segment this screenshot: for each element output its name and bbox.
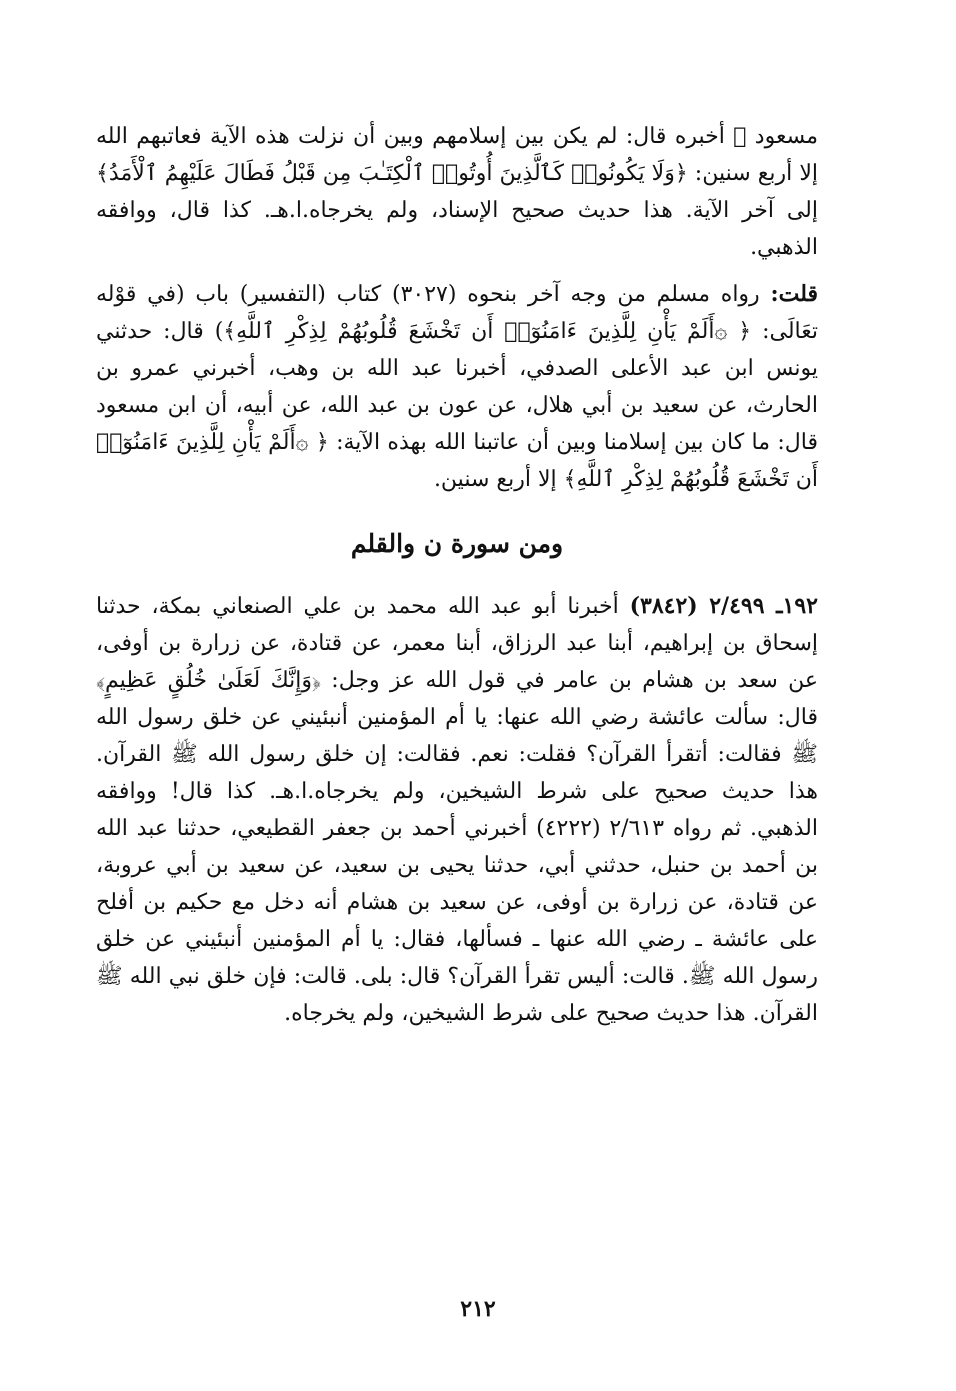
commentary-lead: قلت:: [770, 281, 818, 307]
section-heading: ومن سورة ن والقلم: [350, 529, 564, 558]
hadith-reference: ٢/٤٩٩ (٣٨٤٢): [629, 593, 777, 619]
paragraph-text: مسعود ﷺ أخبره قال: لم يكن بين إسلامهم وبين أن نزلت هذه الآية فعاتبهم الله إلا أربع سنين: ﴿وَلَا يَكُونُوا۟ كَٱلَّذِينَ أُوتُوا۟ ٱلْكِتَـٰبَ مِن قَبْلُ فَطَالَ عَلَيْهِمُ ٱلْأَمَدُ﴾ إلى آخر الآية. هذا حديث صحيح الإسناد، ولم يخرجاه.ا.هـ. كذا قال، ووافقه الذهبي.: [96, 124, 818, 260]
commentary-text: رواه مسلم من وجه آخر بنحوه (٣٠٢٧) كتاب (التفسير) باب (في قوْله تعَالَى: ﴿ ۞أَلَمْ يَأْنِ لِلَّذِينَ ءَامَنُوٓا۟ أَن تَخْشَعَ قُلُوبُهُمْ لِذِكْرِ ٱللَّهِ﴾) قال: حدثني يونس ابن عبد الأعلى الصدفي، أخبرنا عبد الله بن وهب، أخبرني عمرو بن الحارث، عن سعيد بن أبي هلال، عن عون بن عبد الله، عن أبيه، أن ابن مسعود قال: ما كان بين إسلامنا وبين أن عاتبنا الله بهذه الآية: ﴿ ۞أَلَمْ يَأْنِ لِلَّذِينَ ءَامَنُوٓا۟ أَن تَخْشَعَ قُلُوبُهُمْ لِذِكْرِ ٱللَّهِ﴾ إلا أربع سنين.: [96, 282, 818, 492]
page-content: [96, 118, 818, 1032]
page-number: ٢١٢: [460, 1296, 496, 1322]
hadith-entry: [96, 588, 818, 1032]
hadith-text: أخبرنا أبو عبد الله محمد بن علي الصنعاني بمكة، حدثنا إسحاق بن إبراهيم، أبنا عبد الرزاق، أبنا معمر، عن قتادة، عن زرارة بن أوفى، عن سعد بن هشام بن عامر في قول الله عز وجل: ﴿وَإِنَّكَ لَعَلَىٰ خُلُقٍ عَظِيمٍ﴾ قال: سألت عائشة رضي الله عنها: يا أم المؤمنين أنبئيني عن خلق رسول الله ﷺ فقالت: أتقرأ القرآن؟ فقلت: نعم. فقالت: إن خلق رسول الله ﷺ القرآن. هذا حديث صحيح على شرط الشيخين، ولم يخرجاه.ا.هـ. كذا قال! ووافقه الذهبي. ثم رواه ٢/٦١٣ (٤٢٢٢) أخبرني أحمد بن جعفر القطيعي، حدثنا عبد الله بن أحمد بن حنبل، حدثني أبي، حدثنا يحيى بن سعيد، عن سعيد بن أبي عروبة، عن قتادة، عن زرارة بن أوفى، عن سعيد بن هشام أنه دخل مع حكيم بن أفلح على عائشة ـ رضي الله عنها ـ فسألها، فقال: يا أم المؤمنين أنبئيني عن خلق رسول الله ﷺ. قالت: أليس تقرأ القرآن؟ قال: بلى. قالت: فإن خلق نبي الله ﷺ القرآن. هذا حديث صحيح على شرط الشيخين، ولم يخرجاه.: [96, 594, 818, 1026]
paragraph-continuation: [96, 118, 818, 266]
paragraph-commentary: [96, 276, 818, 498]
hadith-number: ١٩٢ـ: [776, 593, 818, 619]
